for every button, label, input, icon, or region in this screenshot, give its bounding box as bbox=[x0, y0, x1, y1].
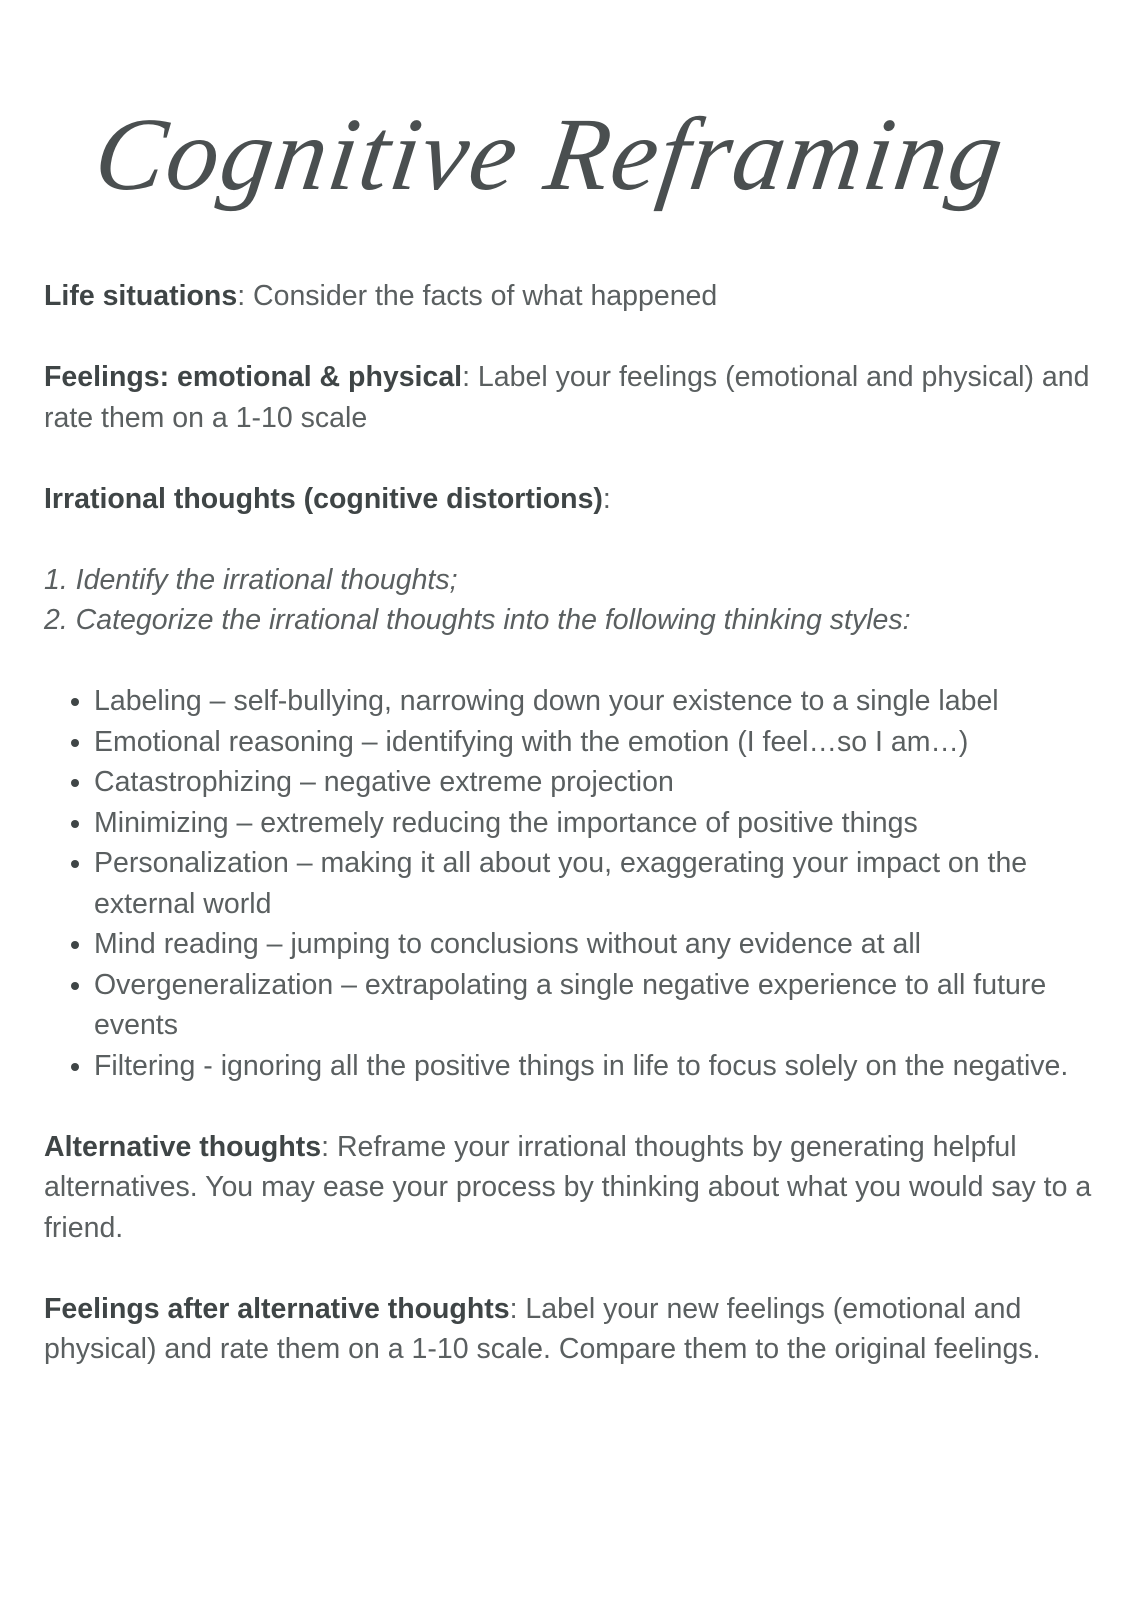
list-item: • Labeling – self-bullying, narrowing down your existence to a single label bbox=[94, 681, 1114, 722]
irrational-thoughts-section bbox=[44, 479, 1114, 520]
alternative-thoughts-label: Alternative thoughts bbox=[44, 1130, 322, 1163]
feelings-after-section bbox=[44, 1289, 1114, 1370]
list-item: • Minimizing – extremely reducing the importance of positive things bbox=[94, 803, 1114, 844]
step-2: 2. Categorize the irrational thoughts into the following thinking styles: bbox=[44, 604, 911, 636]
life-situations-text: : Consider the facts of what happened bbox=[237, 280, 718, 312]
page-title: Cognitive Reframing bbox=[88, 97, 1012, 212]
alternative-thoughts-section bbox=[44, 1127, 1114, 1249]
irrational-thoughts-label: Irrational thoughts (cognitive distortions) bbox=[44, 482, 603, 515]
list-item: • Overgeneralization – extrapolating a single negative experience to all future events bbox=[94, 965, 1114, 1046]
list-item: • Personalization – making it all about you, exaggerating your impact on the external world bbox=[94, 843, 1114, 924]
irrational-thoughts-colon: : bbox=[602, 482, 611, 515]
thinking-styles-list bbox=[44, 681, 1114, 1086]
alternative-thoughts-text: : Reframe your irrational thoughts by generating helpful alternatives. You may ease your process by thinking about what you would say to a friend. bbox=[44, 1130, 1092, 1244]
feelings-label: Feelings: emotional & physical bbox=[44, 361, 463, 393]
list-item: • Mind reading – jumping to conclusions without any evidence at all bbox=[94, 924, 1114, 965]
list-item: • Catastrophizing – negative extreme projection bbox=[94, 762, 1114, 803]
feelings-section bbox=[44, 357, 1114, 438]
feelings-text: : Label your feelings (emotional and physical) and rate them on a 1-10 scale bbox=[44, 361, 1090, 434]
life-situations-section bbox=[44, 276, 1114, 317]
list-item: • Emotional reasoning – identifying with the emotion (I feel…so I am…) bbox=[94, 722, 1114, 763]
steps-list bbox=[44, 560, 1114, 641]
life-situations-label: Life situations bbox=[44, 280, 238, 312]
feelings-after-text: : Label your new feelings (emotional and physical) and rate them on a 1-10 scale. Compare them to the original feelings. bbox=[44, 1292, 1041, 1365]
feelings-after-label: Feelings after alternative thoughts bbox=[44, 1292, 510, 1325]
list-item: • Filtering - ignoring all the positive things in life to focus solely on the negative. bbox=[94, 1046, 1114, 1087]
step-1: 1. Identify the irrational thoughts; bbox=[44, 563, 458, 596]
document-body bbox=[44, 276, 1114, 1410]
